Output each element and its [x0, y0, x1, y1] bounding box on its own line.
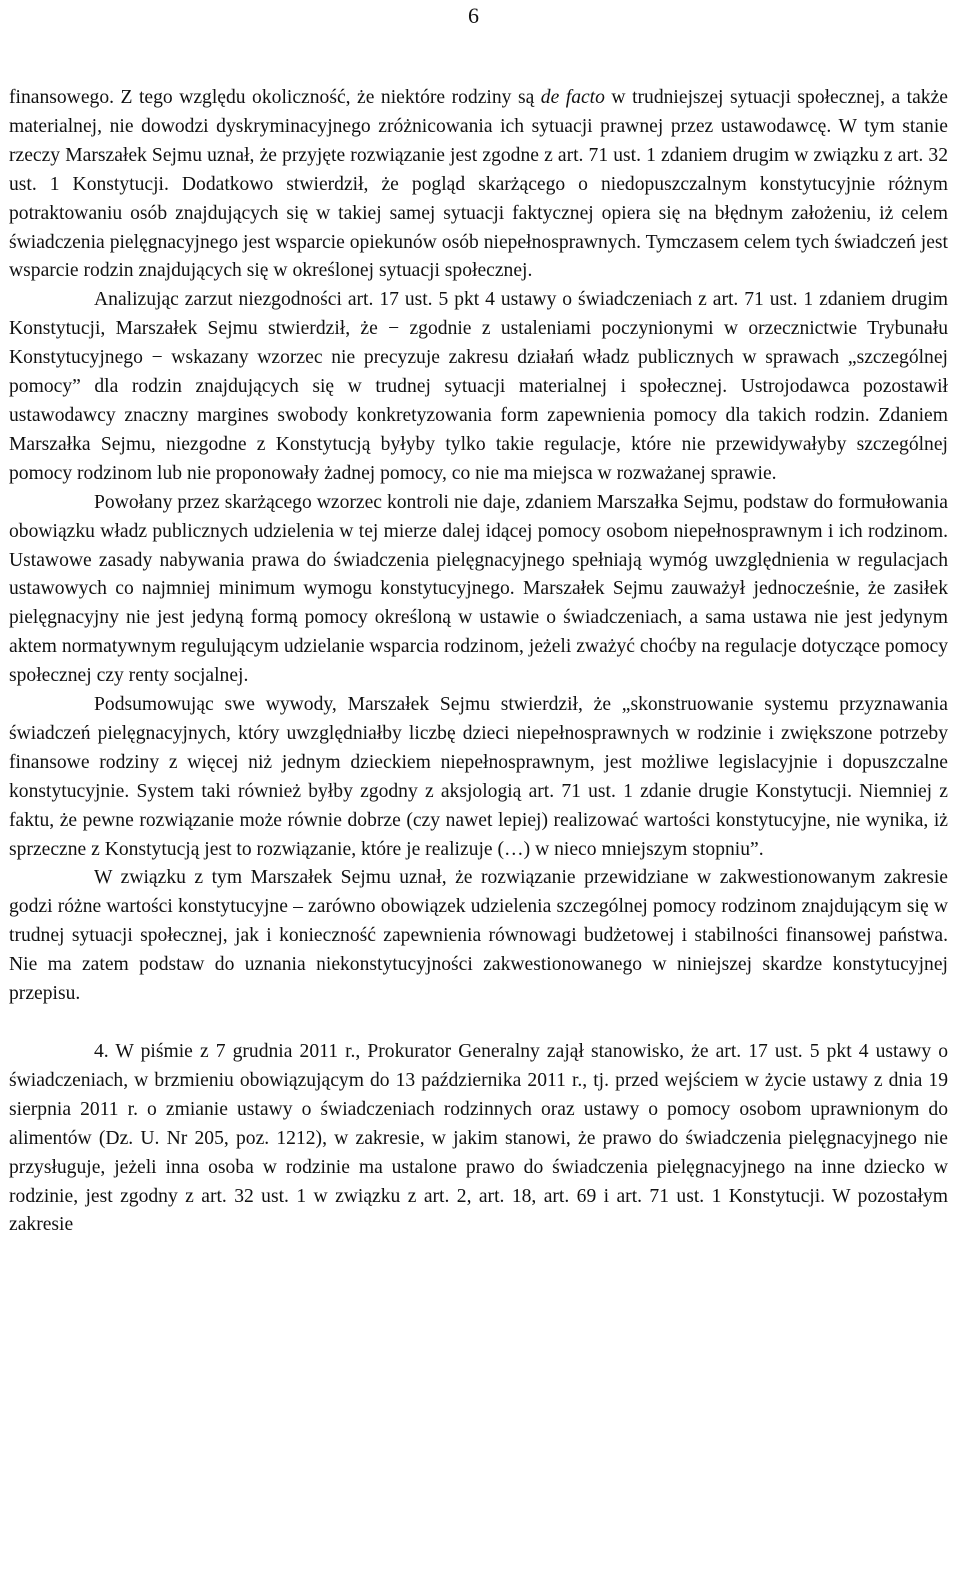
paragraph-6: 4. W piśmie z 7 grudnia 2011 r., Prokurator Generalny zajął stanowisko, że art. 17 ust. 5 pkt 4 ustawy o świadczeniach, w brzmieniu obowiązującym do 13 października 2011 r., tj. przed wejściem w życie ustawy z dnia 19 sierpnia 2011 r. o zmianie ustawy o świadczeniach rodzinnych oraz ustawy o pomocy osobom uprawnionym do alimentów (Dz. U. Nr 205, poz. 1212), w zakresie, w jakim stanowi, że prawo do świadczenia pielęgnacyjnego nie przysługuje, jeżeli inna osoba w rodzinie ma ustalone prawo do świadczenia pielęgnacyjnego na inne dziecko w rodzinie, jest zgodny z art. 32 ust. 1 w związku z art. 2, art. 18, art. 69 i art. 71 ust. 1 Konstytucji. W pozostałym zakresie [9, 1041, 948, 1236]
paragraph-4: Podsumowując swe wywody, Marszałek Sejmu stwierdził, że „skonstruowanie systemu przyznawania świadczeń pielęgnacyjnych, który uwzględniałby liczbę dzieci niepełnosprawnych w rodzinie i zwiększone potrzeby finansowe rodziny z więcej niż jednym dzieckiem niepełnosprawnym, jest możliwe legislacyjnie i dopuszczalne konstytucyjnie. System taki również byłby zgodny z aksjologią art. 71 ust. 1 zdanie drugie Konstytucji. Niemniej z faktu, że pewne rozwiązanie może równie dobrze (czy nawet lepiej) realizować wartości konstytucyjne, nie wynika, iż sprzeczne z Konstytucją jest to rozwiązanie, które je realizuje (…) w nieco mniejszym stopniu”. [9, 694, 948, 860]
paragraph-1-rest: w trudniejszej sytuacji społecznej, a także materialnej, nie dowodzi dyskryminacyjnego zróżnicowania ich sytuacji prawnej przez ustawodawcę. W tym stanie rzeczy Marszałek Sejmu uznał, że przyjęte rozwiązanie jest zgodne z art. 71 ust. 1 zdaniem drugim w związku z art. 32 ust. 1 Konstytucji. Dodatkowo stwierdził, że pogląd skarżącego o niedopuszczalnym konstytucyjnie różnym potraktowaniu osób znajdujących się w takiej samej sytuacji faktycznej opiera się na błędnym założeniu, iż celem świadczenia pielęgnacyjnego jest wsparcie opiekunów osób niepełnosprawnych. Tymczasem celem tych świadczeń jest wsparcie rodzin znajdujących się w określonej sytuacji społecznej. [9, 87, 948, 282]
paragraph-3: Powołany przez skarżącego wzorzec kontroli nie daje, zdaniem Marszałka Sejmu, podstaw do formułowania obowiązku władz publicznych udzielenia w tej mierze dalej idącej pomocy osobom niepełnosprawnym i ich rodzinom. Ustawowe zasady nabywania prawa do świadczenia pielęgnacyjnego spełniają wymóg uwzględnienia w regulacjach ustawowych co najmniej minimum wymogu konstytucyjnego. Marszałek Sejmu zauważył jednocześnie, że zasiłek pielęgnacyjny nie jest jedyną formą pomocy określoną w ustawie o świadczeniach, a sama ustawa nie jest jedynym aktem normatywnym regulującym udzielanie wsparcia rodzinom, jeżeli zważyć choćby na regulacje dotyczące pomocy społecznej czy renty socjalnej. [9, 491, 948, 687]
paragraph-1-start: finansowego. Z tego względu okoliczność, że niektóre rodziny są [9, 87, 541, 108]
italic-phrase: de facto [540, 87, 605, 108]
document-body [9, 84, 948, 1240]
paragraph-2: Analizując zarzut niezgodności art. 17 ust. 5 pkt 4 ustawy o świadczeniach z art. 71 ust. 1 zdaniem drugim Konstytucji, Marszałek Sejmu stwierdził, że − zgodnie z ustaleniami poczynionymi w orzecznictwie Trybunału Konstytucyjnego − wskazany wzorzec nie precyzuje zakresu działań władz publicznych w sprawach „szczególnej pomocy” dla rodzin znajdujących się w trudnej sytuacji materialnej i społecznej. Ustrojodawca pozostawił ustawodawcy znaczny margines swobody konkretyzowania form zapewnienia pomocy dla takich rodzin. Zdaniem Marszałka Sejmu, niezgodne z Konstytucją byłyby tylko takie regulacje, które nie przewidywałyby szczególnej pomocy rodzinom lub nie proponowały żadnej pomocy, co nie ma miejsca w rozważanej sprawie. [9, 289, 948, 484]
paragraph-1 [9, 84, 948, 286]
page-number: 6 [468, 3, 479, 28]
paragraph-5: W związku z tym Marszałek Sejmu uznał, że rozwiązanie przewidziane w zakwestionowanym zakresie godzi różne wartości konstytucyjne – zarówno obowiązek udzielenia szczególnej pomocy rodzinom znajdującym się w trudnej sytuacji społecznej, jak i konieczność zapewnienia równowagi budżetowej i stabilności finansowej państwa. Nie ma zatem podstaw do uznania niekonstytucyjności zakwestionowanego w niniejszej skardze konstytucyjnej przepisu. [9, 867, 948, 1005]
